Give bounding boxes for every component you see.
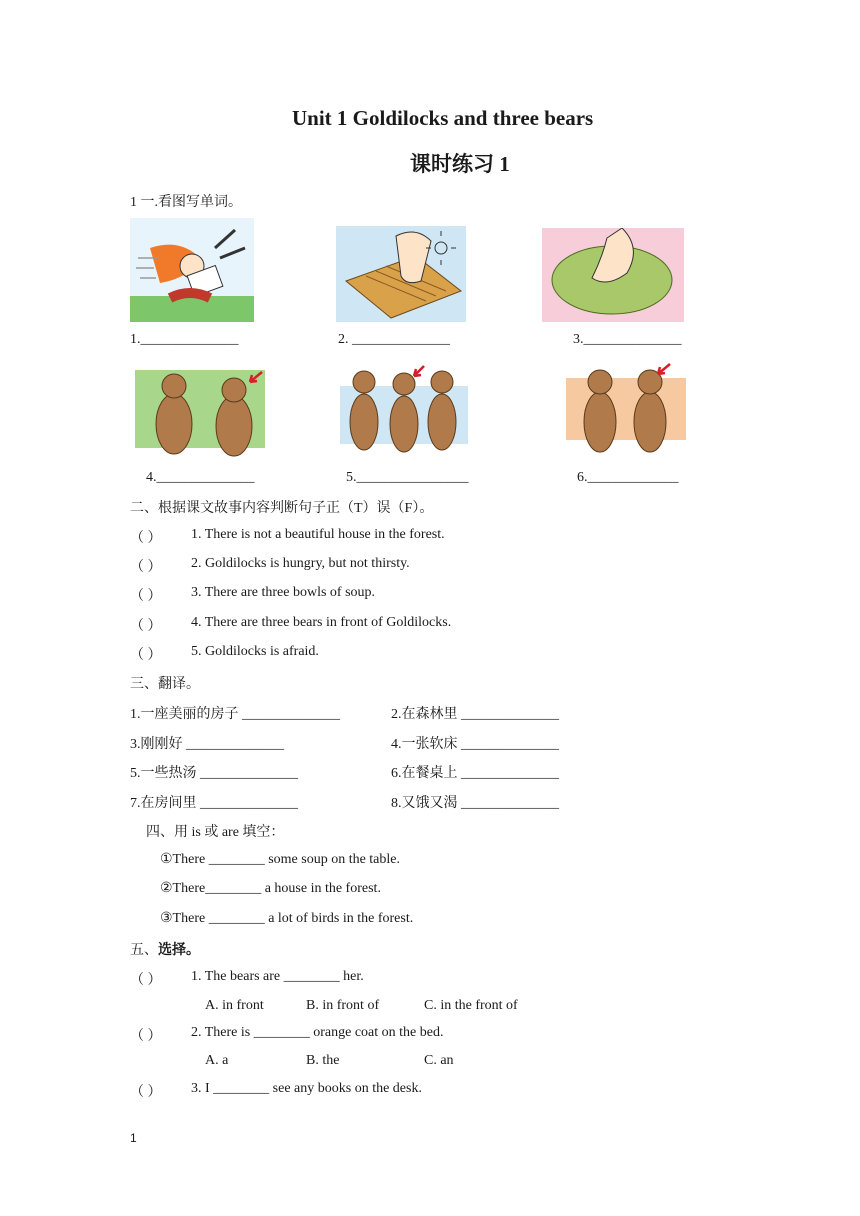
choice-question-1: 1. The bears are ________ her. xyxy=(191,969,364,984)
choice-option-2b[interactable]: B. the xyxy=(306,1053,340,1068)
tf-paren-4[interactable]: （ ） xyxy=(130,619,162,634)
choice-paren-1[interactable]: （ ） xyxy=(130,973,162,988)
three-bears-picture xyxy=(338,356,470,460)
choice-option-2c[interactable]: C. an xyxy=(424,1053,454,1068)
answer-blank-4[interactable]: 4.______________ xyxy=(146,470,255,485)
choice-option-1b[interactable]: B. in front of xyxy=(306,998,380,1013)
choice-option-1c[interactable]: C. in the front of xyxy=(424,998,518,1013)
translate-item-2[interactable]: 2.在森林里 ______________ xyxy=(391,707,559,722)
tf-paren-3[interactable]: （ ） xyxy=(130,589,162,604)
translate-item-1[interactable]: 1.一座美丽的房子 ______________ xyxy=(130,707,340,722)
choice-question-3: 3. I ________ see any books on the desk. xyxy=(191,1081,422,1096)
section3-heading: 三、翻译。 xyxy=(130,677,200,692)
tf-item-4: 4. There are three bears in front of Goldilocks. xyxy=(191,615,452,630)
answer-blank-3[interactable]: 3.______________ xyxy=(573,332,682,347)
translate-item-7[interactable]: 7.在房间里 ______________ xyxy=(130,796,298,811)
section5-heading xyxy=(130,939,200,959)
tf-item-3: 3. There are three bowls of soup. xyxy=(191,585,376,600)
soft-pillow-picture xyxy=(542,228,684,322)
answer-blank-5[interactable]: 5.________________ xyxy=(346,470,469,485)
translate-item-6[interactable]: 6.在餐桌上 ______________ xyxy=(391,766,559,781)
choice-paren-2[interactable]: （ ） xyxy=(130,1029,162,1044)
tf-paren-5[interactable]: （ ） xyxy=(130,648,162,663)
fill-item-1[interactable]: ①There ________ some soup on the table. xyxy=(160,852,401,867)
fill-item-3[interactable]: ③There ________ a lot of birds in the forest. xyxy=(160,911,414,926)
section5-heading-text: 选择。 xyxy=(158,943,200,958)
falling-girl-picture xyxy=(130,218,254,322)
tf-paren-2[interactable]: （ ） xyxy=(130,560,162,575)
two-bears-picture-1 xyxy=(130,362,270,460)
page-title: Unit 1 Goldilocks and three bears xyxy=(292,106,594,130)
answer-blank-2[interactable]: 2. ______________ xyxy=(338,332,450,347)
tf-item-1: 1. There is not a beautiful house in the forest. xyxy=(191,527,445,542)
choice-option-2a[interactable]: A. a xyxy=(205,1053,229,1068)
choice-option-1a[interactable]: A. in front xyxy=(205,998,264,1013)
section1-heading: 1 一.看图写单词。 xyxy=(130,195,242,210)
choice-question-2: 2. There is ________ orange coat on the bed. xyxy=(191,1025,444,1040)
translate-item-8[interactable]: 8.又饿又渴 ______________ xyxy=(391,796,559,811)
choice-paren-3[interactable]: （ ） xyxy=(130,1085,162,1100)
answer-blank-1[interactable]: 1.______________ xyxy=(130,332,239,347)
answer-blank-6[interactable]: 6._____________ xyxy=(577,470,679,485)
knock-wood-picture xyxy=(336,226,466,322)
translate-item-3[interactable]: 3.刚刚好 ______________ xyxy=(130,737,284,752)
two-bears-picture-2 xyxy=(556,358,692,458)
tf-item-2: 2. Goldilocks is hungry, but not thirsty. xyxy=(191,556,410,571)
translate-item-4[interactable]: 4.一张软床 ______________ xyxy=(391,737,559,752)
page-subtitle: 课时练习 1 xyxy=(410,152,510,176)
section5-heading-number: 五、 xyxy=(130,943,158,958)
translate-item-5[interactable]: 5.一些热汤 ______________ xyxy=(130,766,298,781)
section4-heading: 四、用 is 或 are 填空： xyxy=(146,825,285,840)
page-number: 1 xyxy=(130,1131,137,1145)
tf-paren-1[interactable]: （ ） xyxy=(130,531,162,546)
tf-item-5: 5. Goldilocks is afraid. xyxy=(191,644,319,659)
section2-heading: 二、根据课文故事内容判断句子正（T）误（F）。 xyxy=(130,501,434,516)
fill-item-2[interactable]: ②There________ a house in the forest. xyxy=(160,881,381,896)
